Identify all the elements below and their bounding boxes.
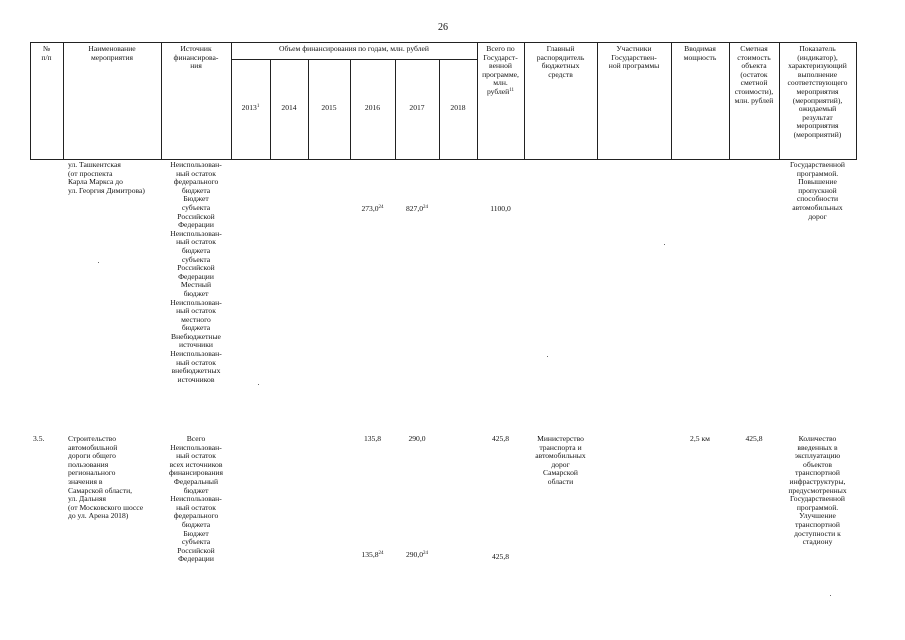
header-total: Всего по Государст- венной программе, млн. рублей$^{11}$ bbox=[482, 44, 519, 96]
header-name: Наименование мероприятия bbox=[88, 44, 136, 62]
header-year: 2016 bbox=[364, 103, 381, 112]
header-bottom-border bbox=[30, 159, 856, 160]
header-participants: Участники Государствен- ной программы bbox=[608, 44, 660, 71]
row2-num: 3.5. bbox=[33, 434, 45, 443]
row1-indicator: Государственной программой. Повышение пропускной способности автомобильных дорог bbox=[790, 160, 845, 221]
row2-estimate: 425,8 bbox=[745, 434, 763, 443]
scan-speck bbox=[664, 244, 665, 245]
row2-total: 425,8 bbox=[491, 434, 510, 443]
header-indicator: Показатель (индикатор), характеризующий выполнение соответствующего мероприятия (мероприятий), ожидаемый результат мероприятия (мероприятий) bbox=[787, 44, 848, 139]
header-estimate: Сметная стоимость объекта (остаток сметной стоимости), млн. рублей bbox=[734, 44, 774, 105]
row2-budget-value-2017: 290,0$^{24}$ bbox=[405, 550, 429, 559]
header-capacity: Вводимая мощность bbox=[683, 44, 717, 62]
header-year: 2015 bbox=[321, 103, 337, 112]
row1-sources: Неиспользован- ный остаток федерального бюджета Бюджет субъекта Российской Федерации Неиспользован- ный остаток бюджета субъекта Российской Федерации Местный бюджет Неиспользован- ный остаток местного бюджета Внебюджетные источники Неиспользован- ный остаток внебюджетных источников bbox=[170, 160, 222, 384]
row2-indicator: Количество введенных в эксплуатацию объектов транспортной инфраструктуры, предусмотренных Государственной программой. Улучшение транспортной доступности к стадиону bbox=[788, 434, 847, 547]
scan-speck bbox=[98, 262, 99, 263]
row2-budget-total: 425,8 bbox=[491, 552, 510, 561]
row2-value-2016: 135,8 bbox=[363, 434, 382, 443]
table-top-border bbox=[30, 42, 856, 43]
years-header-divider bbox=[231, 59, 477, 60]
header-volume: Объем финансирования по годам, млн. рублей bbox=[279, 44, 429, 53]
col-border bbox=[231, 42, 232, 160]
header-year: 2017 bbox=[409, 103, 425, 112]
scan-speck bbox=[830, 595, 831, 596]
header-manager: Главный распорядитель бюджетных средств bbox=[536, 44, 585, 79]
header-year: 2013$^1$ bbox=[241, 103, 260, 112]
row2-sources: Всего Неиспользован- ный остаток всех источников финансирования Федеральный бюджет Неиспользован- ный остаток федерального бюджета Бюджет субъекта Российской Федерации bbox=[169, 434, 223, 564]
row2-name: Строительство автомобильной дороги общего пользования регионального значения в Самарской области, ул. Дальняя (от Московского шоссе до ул. Арена 2018) bbox=[68, 434, 144, 521]
row1-name: ул. Ташкентская (от проспекта Карла Маркса до ул. Георгия Димитрова) bbox=[68, 160, 145, 195]
header-source: Источник финансирова- ния bbox=[173, 44, 219, 71]
row2-manager: Министерство транспорта и автомобильных дорог Самарской области bbox=[535, 434, 586, 486]
header-year: 2014 bbox=[281, 103, 297, 112]
row1-value-2017: 827,0$^{24}$ bbox=[405, 204, 429, 213]
row1-total: 1100,0 bbox=[490, 204, 511, 213]
row2-budget-value-2016: 135,8$^{24}$ bbox=[361, 550, 384, 559]
col-border bbox=[856, 42, 857, 160]
row1-value-2016: 273,0$^{24}$ bbox=[361, 204, 384, 213]
header-year: 2018 bbox=[450, 103, 466, 112]
row2-capacity: 2,5 км bbox=[690, 434, 710, 443]
scan-speck bbox=[258, 384, 259, 385]
row2-value-2017: 290,0 bbox=[408, 434, 426, 443]
header-num: № п/п bbox=[41, 44, 52, 62]
page-number: 26 bbox=[438, 22, 448, 33]
scan-speck bbox=[547, 356, 548, 357]
